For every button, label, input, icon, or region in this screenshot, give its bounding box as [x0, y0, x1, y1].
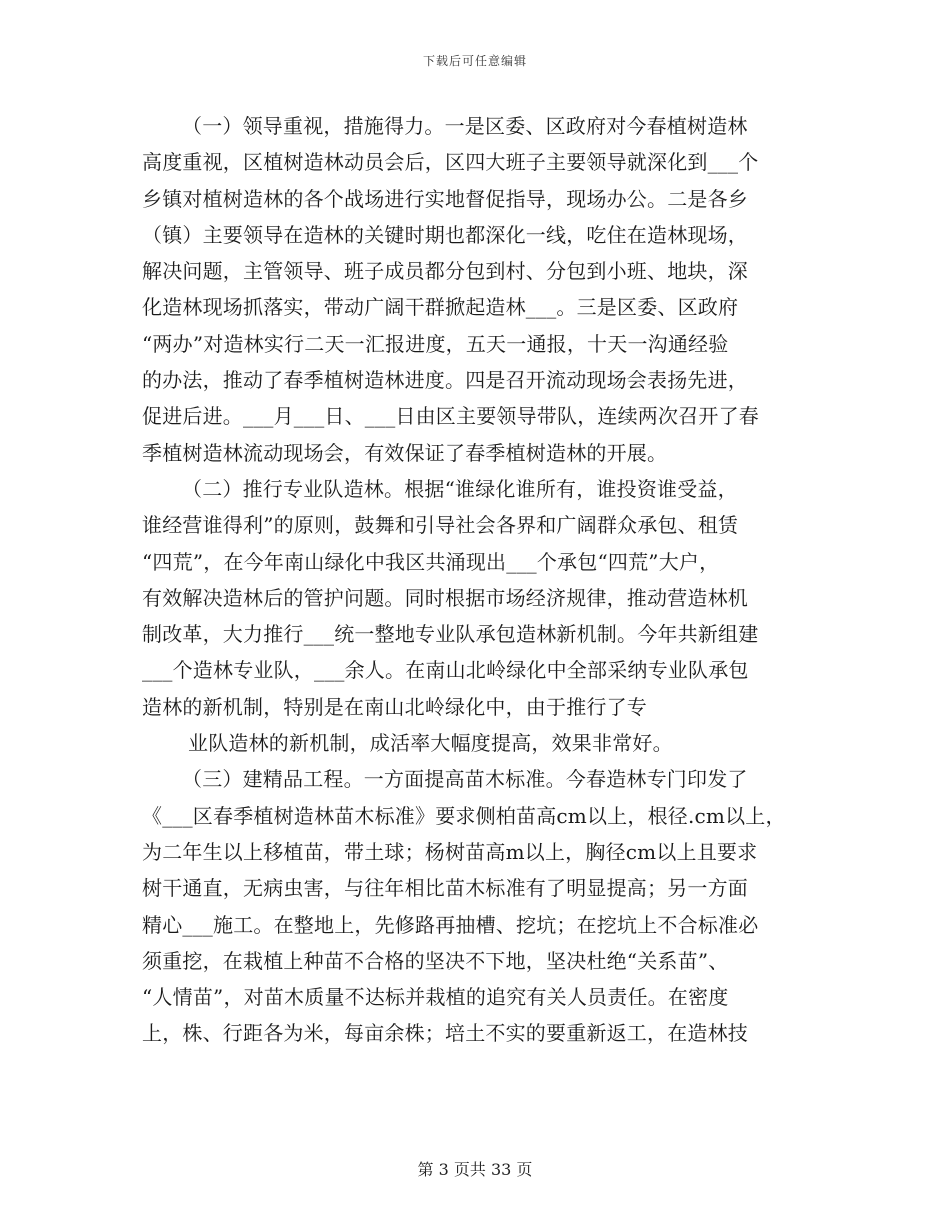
text-line: “两办”对造林实行二天一汇报进度，五天一通报，十天一沟通经验	[142, 331, 729, 356]
page-number: 第 3 页共 33 页	[417, 1160, 533, 1179]
text-line: 《___区春季植树造林苗木标准》要求侧柏苗高cm以上，根径.cm以上，	[142, 803, 786, 828]
text-line: 上，株、行距各为米，每亩余株；培土不实的要重新返工，在造林技	[142, 1021, 748, 1046]
text-line: 解决问题，主管领导、班子成员都分包到村、分包到小班、地块，深	[142, 259, 748, 284]
text-line: 高度重视，区植树造林动员会后，区四大班子主要领导就深化到___个	[142, 150, 759, 175]
text-line: （二）推行专业队造林。根据“谁绿化谁所有，谁投资谁受益，	[182, 476, 738, 501]
text-line: “四荒”，在今年南山绿化中我区共涌现出___个承包“四荒”大户，	[142, 549, 720, 574]
text-line: （三）建精品工程。一方面提高苗木标准。今春造林专门印发了	[182, 767, 748, 792]
text-line: 季植树造林流动现场会，有效保证了春季植树造林的开展。	[142, 440, 668, 465]
text-line: 造林的新机制，特别是在南山北岭绿化中，由于推行了专	[142, 694, 647, 719]
text-line: 为二年生以上移植苗，带土球；杨树苗高m以上，胸径cm以上且要求	[142, 839, 758, 864]
text-line: 化造林现场抓落实，带动广阔干群掀起造林___。三是区委、区政府	[142, 295, 739, 320]
text-line: 促进后进。___月___日、___日由区主要领导带队，连续两次召开了春	[142, 404, 759, 429]
text-line: （一）领导重视，措施得力。一是区委、区政府对今春植树造林	[182, 114, 748, 138]
text-line: 树干通直，无病虫害，与往年相比苗木标准有了明显提高；另一方面	[142, 876, 748, 901]
text-line: ___个造林专业队，___余人。在南山北岭绿化中全部采纳专业队承包	[142, 658, 749, 683]
text-line: 制改革，大力推行___统一整地专业队承包造林新机制。今年共新组建	[142, 622, 759, 647]
text-line: “人情苗”，对苗木质量不达标并栽植的追究有关人员责任。在密度	[142, 985, 729, 1010]
text-line: 乡镇对植树造林的各个战场进行实地督促指导，现场办公。二是各乡	[142, 186, 748, 211]
text-line: 谁经营谁得利”的原则，鼓舞和引导社会各界和广阔群众承包、租赁	[142, 513, 739, 538]
text-line: 须重挖，在栽植上种苗不合格的坚决不下地，坚决杜绝“关系苗”、	[142, 948, 729, 973]
text-line: 业队造林的新机制，成活率大幅度提高，效果非常好。	[188, 731, 673, 756]
text-line: 精心___施工。在整地上，先修路再抽槽、挖坑；在挖坑上不合标准必	[142, 912, 759, 937]
document-body	[142, 108, 822, 1052]
text-line: 有效解决造林后的管护问题。同时根据市场经济规律，推动营造林机	[142, 585, 748, 610]
text-line: （镇）主要领导在造林的关键时期也都深化一线，吃住在造林现场，	[142, 222, 748, 247]
text-line: 的办法，推动了春季植树造林进度。四是召开流动现场会表扬先进，	[142, 368, 748, 393]
page-header-note: 下载后可任意编辑	[422, 54, 527, 68]
